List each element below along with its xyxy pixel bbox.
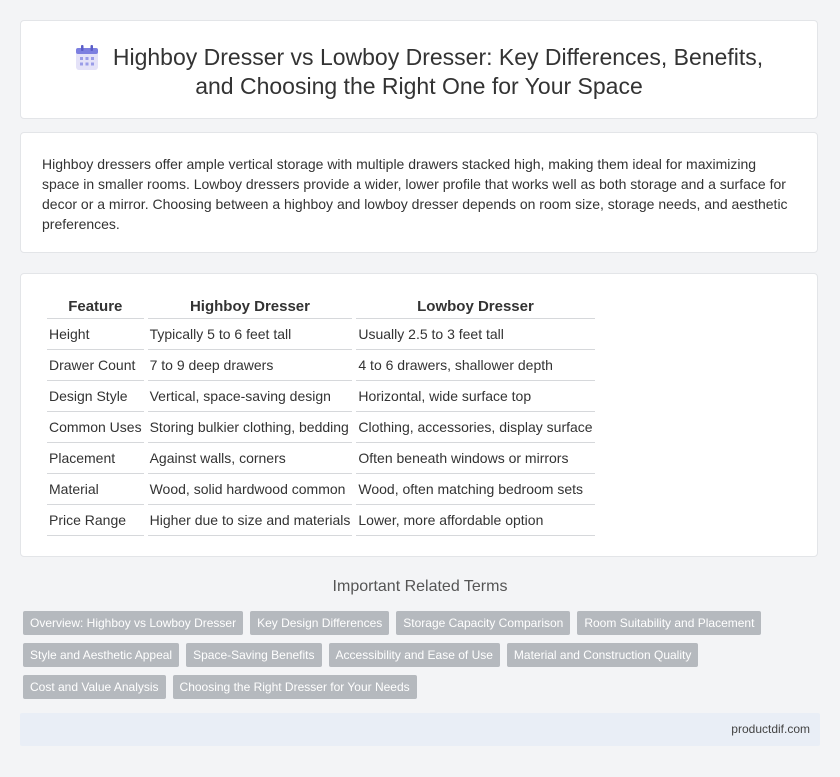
table-cell: Often beneath windows or mirrors xyxy=(356,443,594,474)
table-cell: 4 to 6 drawers, shallower depth xyxy=(356,350,594,381)
intro-card xyxy=(20,132,818,253)
related-tag[interactable]: Accessibility and Ease of Use xyxy=(329,643,500,667)
table-cell: Price Range xyxy=(47,505,144,536)
table-header-row xyxy=(47,294,595,319)
related-tag[interactable]: Space-Saving Benefits xyxy=(186,643,321,667)
table-cell: Horizontal, wide surface top xyxy=(356,381,594,412)
title-card xyxy=(20,20,818,119)
table-row xyxy=(47,412,595,443)
related-tag[interactable]: Room Suitability and Placement xyxy=(577,611,761,635)
table-cell: Wood, solid hardwood common xyxy=(148,474,353,505)
table-row xyxy=(47,319,595,350)
header-lowboy: Lowboy Dresser xyxy=(356,294,594,319)
table-cell: Design Style xyxy=(47,381,144,412)
intro-paragraph: Highboy dressers offer ample vertical storage with multiple drawers stacked high, making them ideal for maximizing space in smaller rooms. Lowboy dressers provide a wider, lower profile that works well as both storage and a surface for decor or a mirror. Choosing between a highboy and lowboy dresser depends on room size, storage needs, and aesthetic preferences. xyxy=(42,156,788,232)
table-card xyxy=(20,273,818,557)
table-cell: Wood, often matching bedroom sets xyxy=(356,474,594,505)
comparison-table xyxy=(43,294,599,536)
title-line-1: Highboy Dresser vs Lowboy Dresser: Key Differences, Benefits, xyxy=(112,44,764,70)
table-cell: Higher due to size and materials xyxy=(148,505,353,536)
table-cell: Storing bulkier clothing, bedding xyxy=(148,412,353,443)
related-tag[interactable]: Overview: Highboy vs Lowboy Dresser xyxy=(23,611,243,635)
table-cell: Typically 5 to 6 feet tall xyxy=(148,319,353,350)
table-cell: Common Uses xyxy=(47,412,144,443)
related-terms-heading: Important Related Terms xyxy=(332,578,508,595)
related-tag[interactable]: Key Design Differences xyxy=(250,611,389,635)
related-tag[interactable]: Choosing the Right Dresser for Your Needs xyxy=(173,675,417,699)
table-cell: Drawer Count xyxy=(47,350,144,381)
calendar-icon xyxy=(75,45,99,71)
footer-site-name[interactable]: productdif.com xyxy=(731,722,810,736)
table-cell: Lower, more affordable option xyxy=(356,505,594,536)
table-row xyxy=(47,474,595,505)
footer-bar xyxy=(20,713,820,746)
related-tags xyxy=(23,611,803,699)
related-tag[interactable]: Cost and Value Analysis xyxy=(23,675,166,699)
table-row xyxy=(47,381,595,412)
table-row xyxy=(47,505,595,536)
related-tag[interactable]: Storage Capacity Comparison xyxy=(396,611,570,635)
table-cell: Placement xyxy=(47,443,144,474)
title-wrap xyxy=(21,43,817,101)
page-title xyxy=(21,43,817,101)
title-line-2: and Choosing the Right One for Your Space xyxy=(195,73,643,99)
related-tag[interactable]: Style and Aesthetic Appeal xyxy=(23,643,179,667)
table-cell: Vertical, space-saving design xyxy=(148,381,353,412)
table-cell: Usually 2.5 to 3 feet tall xyxy=(356,319,594,350)
header-feature: Feature xyxy=(47,294,144,319)
header-highboy: Highboy Dresser xyxy=(148,294,353,319)
table-cell: Height xyxy=(47,319,144,350)
table-cell: Material xyxy=(47,474,144,505)
table-cell: 7 to 9 deep drawers xyxy=(148,350,353,381)
table-row xyxy=(47,443,595,474)
table-row xyxy=(47,350,595,381)
table-cell: Against walls, corners xyxy=(148,443,353,474)
related-tag[interactable]: Material and Construction Quality xyxy=(507,643,698,667)
table-cell: Clothing, accessories, display surface xyxy=(356,412,594,443)
